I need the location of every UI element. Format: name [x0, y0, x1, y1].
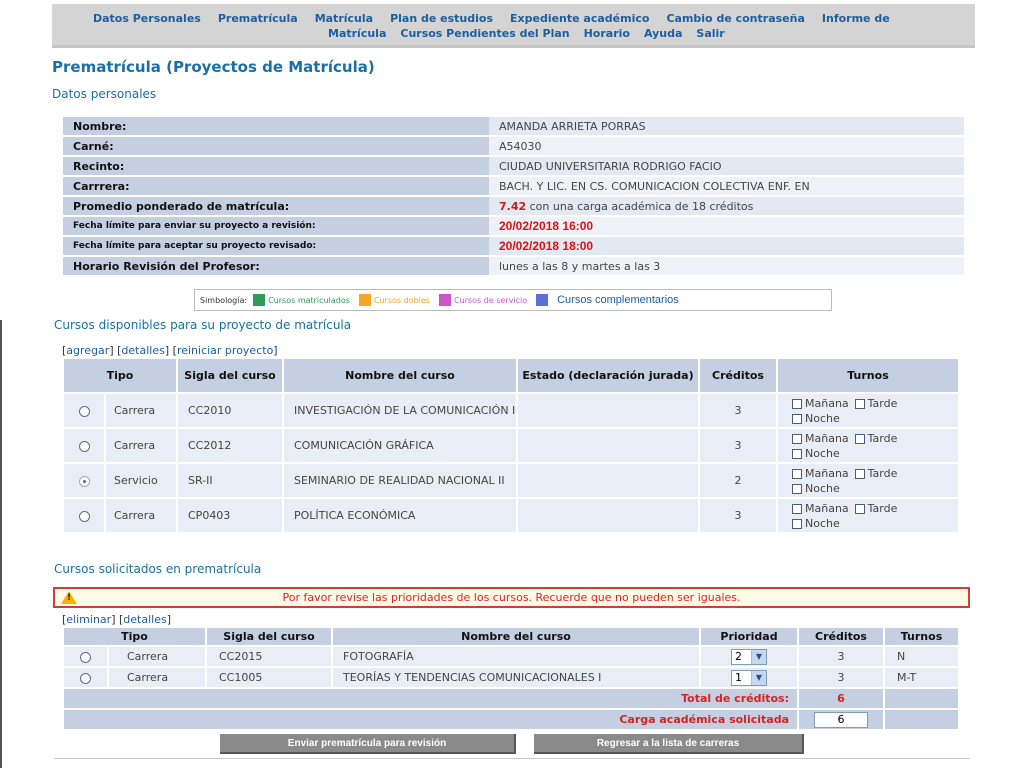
- course-code: CC2010: [178, 394, 282, 427]
- table-row: [64, 647, 958, 666]
- checkbox-manana[interactable]: [792, 399, 802, 409]
- label-manana: Mañana: [805, 396, 849, 410]
- course-name: SEMINARIO DE REALIDAD NACIONAL II: [284, 464, 516, 497]
- total-row: [64, 689, 958, 708]
- course-status: [518, 464, 698, 497]
- nav-ayuda[interactable]: Ayuda: [643, 27, 683, 40]
- row-select-cell: [64, 668, 107, 687]
- header-sigla: Sigla del curso: [178, 359, 282, 392]
- eliminar-link[interactable]: eliminar: [66, 613, 112, 626]
- course-name: POLÍTICA ECONÓMICA: [284, 499, 516, 532]
- course-name: TEORÍAS Y TENDENCIAS COMUNICACIONALES I: [333, 668, 699, 687]
- detalles-link[interactable]: detalles: [121, 344, 165, 357]
- priority-select[interactable]: [731, 649, 767, 665]
- checkbox-tarde[interactable]: [855, 399, 865, 409]
- nav-horario[interactable]: Horario: [583, 27, 630, 40]
- page-title: Prematrícula (Proyectos de Matrícula): [52, 58, 375, 76]
- promedio-suffix: con una carga académica de 18 créditos: [526, 199, 754, 213]
- detalles-link[interactable]: detalles: [123, 613, 167, 626]
- course-status: [518, 394, 698, 427]
- nav-informe-matricula-cont[interactable]: Matrícula: [328, 27, 387, 40]
- send-prematricula-button[interactable]: Enviar prematrícula para revisión: [220, 734, 516, 754]
- legend-servicio: Cursos de servicio: [453, 295, 528, 305]
- info-row-horario: [63, 257, 964, 275]
- label-noche: Noche: [805, 516, 840, 530]
- checkbox-manana[interactable]: [792, 469, 802, 479]
- reiniciar-proyecto-link[interactable]: reiniciar proyecto: [176, 344, 274, 357]
- course-radio[interactable]: [79, 406, 90, 417]
- course-type: Carrera: [109, 647, 205, 666]
- warning-message: Por favor revise las prioridades de los cursos. Recuerde que no pueden ser iguales.: [282, 591, 741, 604]
- course-shifts: N: [885, 647, 958, 666]
- carga-row-empty: [885, 710, 958, 729]
- deadline-send: 20/02/2018 16:00: [499, 219, 594, 233]
- checkbox-noche[interactable]: [792, 414, 802, 424]
- label-manana: Mañana: [805, 501, 849, 515]
- info-key: Fecha límite para enviar su proyecto a revisión:: [63, 217, 489, 235]
- table-header-row: [64, 628, 958, 645]
- swatch-matriculados: [253, 294, 265, 306]
- swatch-dobles: [359, 294, 371, 306]
- course-credits: 3: [700, 499, 776, 532]
- table-row: [64, 429, 958, 462]
- course-shifts: [778, 394, 958, 427]
- course-radio[interactable]: [79, 476, 90, 487]
- course-code: CP0403: [178, 499, 282, 532]
- personal-data-table: [63, 115, 964, 277]
- label-noche: Noche: [805, 481, 840, 495]
- info-key: Carné:: [63, 137, 489, 155]
- bottom-divider: [54, 758, 970, 759]
- left-edge-rule: [0, 320, 2, 768]
- header-turnos: Turnos: [885, 628, 958, 645]
- course-code: CC2012: [178, 429, 282, 462]
- label-manana: Mañana: [805, 431, 849, 445]
- course-type: Carrera: [109, 668, 205, 687]
- course-credits: 3: [700, 429, 776, 462]
- course-shifts: [778, 464, 958, 497]
- info-value: CIUDAD UNIVERSITARIA RODRIGO FACIO: [489, 157, 964, 175]
- legend-label: Simbología:: [200, 295, 248, 305]
- checkbox-noche[interactable]: [792, 519, 802, 529]
- course-credits: 3: [700, 394, 776, 427]
- info-value: BACH. Y LIC. EN CS. COMUNICACION COLECTIVA ENF. EN: [489, 177, 964, 195]
- table-row: [64, 394, 958, 427]
- requested-courses-table: [62, 626, 960, 731]
- nav-plan-estudios[interactable]: Plan de estudios: [390, 12, 493, 25]
- table-row: [64, 499, 958, 532]
- agregar-link[interactable]: agregar: [66, 344, 110, 357]
- swatch-complementarios: [536, 294, 548, 306]
- label-tarde: Tarde: [867, 431, 898, 445]
- nav-informe-matricula[interactable]: Informe de: [821, 12, 890, 25]
- swatch-servicio: [439, 294, 451, 306]
- header-estado: Estado (declaración jurada): [518, 359, 698, 392]
- info-row-nombre: [63, 117, 964, 135]
- course-name: COMUNICACIÓN GRÁFICA: [284, 429, 516, 462]
- course-radio[interactable]: [79, 441, 90, 452]
- deadline-accept: 20/02/2018 18:00: [499, 239, 594, 253]
- header-sigla: Sigla del curso: [207, 628, 331, 645]
- course-shifts: [778, 499, 958, 532]
- section-title-datos: Datos personales: [52, 87, 157, 101]
- info-key: Carrrera:: [63, 177, 489, 195]
- info-row-carrera: [63, 177, 964, 195]
- course-code: CC2015: [207, 647, 331, 666]
- carga-row: [64, 710, 958, 729]
- course-type: Carrera: [106, 429, 176, 462]
- course-credits: 3: [799, 647, 883, 666]
- total-credits-value: 6: [799, 689, 883, 708]
- info-key: Nombre:: [63, 117, 489, 135]
- carga-input[interactable]: 6: [814, 712, 868, 728]
- chevron-down-icon[interactable]: ▼: [751, 650, 766, 664]
- row-select-cell: [64, 429, 104, 462]
- header-turnos: Turnos: [778, 359, 958, 392]
- legend: [194, 289, 832, 311]
- course-radio[interactable]: [80, 673, 91, 684]
- course-code: SR-II: [178, 464, 282, 497]
- table-row: [64, 464, 958, 497]
- checkbox-noche[interactable]: [792, 484, 802, 494]
- nav-cursos-pendientes[interactable]: Cursos Pendientes del Plan: [400, 27, 570, 40]
- course-radio[interactable]: [80, 652, 91, 663]
- requested-actions: [eliminar] [detalles]: [62, 613, 171, 626]
- return-to-careers-button[interactable]: Regresar a la lista de carreras: [534, 734, 804, 754]
- checkbox-noche[interactable]: [792, 449, 802, 459]
- header-nombre: Nombre del curso: [284, 359, 516, 392]
- header-tipo: Tipo: [64, 628, 205, 645]
- info-value: [489, 237, 964, 255]
- course-radio[interactable]: [79, 511, 90, 522]
- header-tipo: Tipo: [64, 359, 176, 392]
- info-row-limite-envio: [63, 217, 964, 235]
- course-type: Carrera: [106, 394, 176, 427]
- table-row: [64, 668, 958, 687]
- info-key: Recinto:: [63, 157, 489, 175]
- course-code: CC1005: [207, 668, 331, 687]
- available-courses-table: [62, 357, 960, 534]
- nav-prematricula[interactable]: Prematrícula: [217, 12, 298, 25]
- label-tarde: Tarde: [867, 396, 898, 410]
- priority-cell: [701, 668, 797, 687]
- header-creditos: Créditos: [799, 628, 883, 645]
- nav-salir[interactable]: Salir: [696, 27, 725, 40]
- row-select-cell: [64, 499, 104, 532]
- legend-dobles: Cursos dobles: [373, 295, 430, 305]
- info-value: [489, 197, 964, 215]
- table-header-row: [64, 359, 958, 392]
- header-creditos: Créditos: [700, 359, 776, 392]
- course-credits: 3: [799, 668, 883, 687]
- info-value: AMANDA ARRIETA PORRAS: [489, 117, 964, 135]
- info-row-carne: [63, 137, 964, 155]
- carga-cell: [799, 710, 883, 729]
- label-noche: Noche: [805, 446, 840, 460]
- info-key: Fecha límite para aceptar su proyecto revisado:: [63, 237, 489, 255]
- nav-matricula[interactable]: Matrícula: [314, 12, 374, 25]
- info-row-promedio: [63, 197, 964, 215]
- header-nombre: Nombre del curso: [333, 628, 699, 645]
- course-credits: 2: [700, 464, 776, 497]
- checkbox-tarde[interactable]: [855, 504, 865, 514]
- course-status: [518, 429, 698, 462]
- checkbox-tarde[interactable]: [855, 434, 865, 444]
- warning-icon-mark: !: [67, 593, 72, 603]
- info-key: Promedio ponderado de matrícula:: [63, 197, 489, 215]
- course-name: FOTOGRAFÍA: [333, 647, 699, 666]
- course-type: Servicio: [106, 464, 176, 497]
- label-manana: Mañana: [805, 466, 849, 480]
- label-tarde: Tarde: [867, 501, 898, 515]
- info-value: A54030: [489, 137, 964, 155]
- checkbox-tarde[interactable]: [855, 469, 865, 479]
- info-row-recinto: [63, 157, 964, 175]
- course-type: Carrera: [106, 499, 176, 532]
- row-select-cell: [64, 647, 107, 666]
- promedio-value: 7.42: [499, 199, 527, 213]
- label-noche: Noche: [805, 411, 840, 425]
- nav-row-2: [328, 27, 739, 40]
- info-key: Horario Revisión del Profesor:: [63, 257, 489, 275]
- priority-select[interactable]: [731, 670, 767, 686]
- legend-complementarios: Cursos complementarios: [557, 294, 679, 306]
- section-title-disponibles: Cursos disponibles para su proyecto de matrícula: [54, 318, 352, 332]
- nav-expediente[interactable]: Expediente académico: [510, 12, 650, 25]
- priority-value: 2: [735, 649, 742, 663]
- course-shifts: M-T: [885, 668, 958, 687]
- section-title-solicitados: Cursos solicitados en prematrícula: [54, 562, 262, 576]
- legend-matriculados: Cursos matriculados: [268, 295, 350, 305]
- priority-cell: [701, 647, 797, 666]
- checkbox-manana[interactable]: [792, 434, 802, 444]
- nav-cambio-contrasena[interactable]: Cambio de contraseña: [666, 12, 805, 25]
- course-shifts: [778, 429, 958, 462]
- row-select-cell: [64, 464, 104, 497]
- row-select-cell: [64, 394, 104, 427]
- available-actions: [agregar] [detalles] [reiniciar proyecto]: [62, 344, 278, 357]
- total-row-empty: [885, 689, 958, 708]
- nav-row-1: [93, 12, 907, 25]
- top-navigation: [52, 4, 975, 48]
- carga-label: Carga académica solicitada: [64, 710, 797, 729]
- label-tarde: Tarde: [867, 466, 898, 480]
- info-value: [489, 217, 964, 235]
- chevron-down-icon[interactable]: ▼: [751, 671, 766, 685]
- warning-banner: [53, 587, 970, 608]
- course-status: [518, 499, 698, 532]
- info-value: lunes a las 8 y martes a las 3: [489, 257, 964, 275]
- info-row-limite-aceptar: [63, 237, 964, 255]
- total-credits-label: Total de créditos:: [64, 689, 797, 708]
- course-name: INVESTIGACIÓN DE LA COMUNICACIÓN I: [284, 394, 516, 427]
- nav-datos-personales[interactable]: Datos Personales: [93, 12, 201, 25]
- checkbox-manana[interactable]: [792, 504, 802, 514]
- priority-value: 1: [735, 670, 742, 684]
- header-prioridad: Prioridad: [701, 628, 797, 645]
